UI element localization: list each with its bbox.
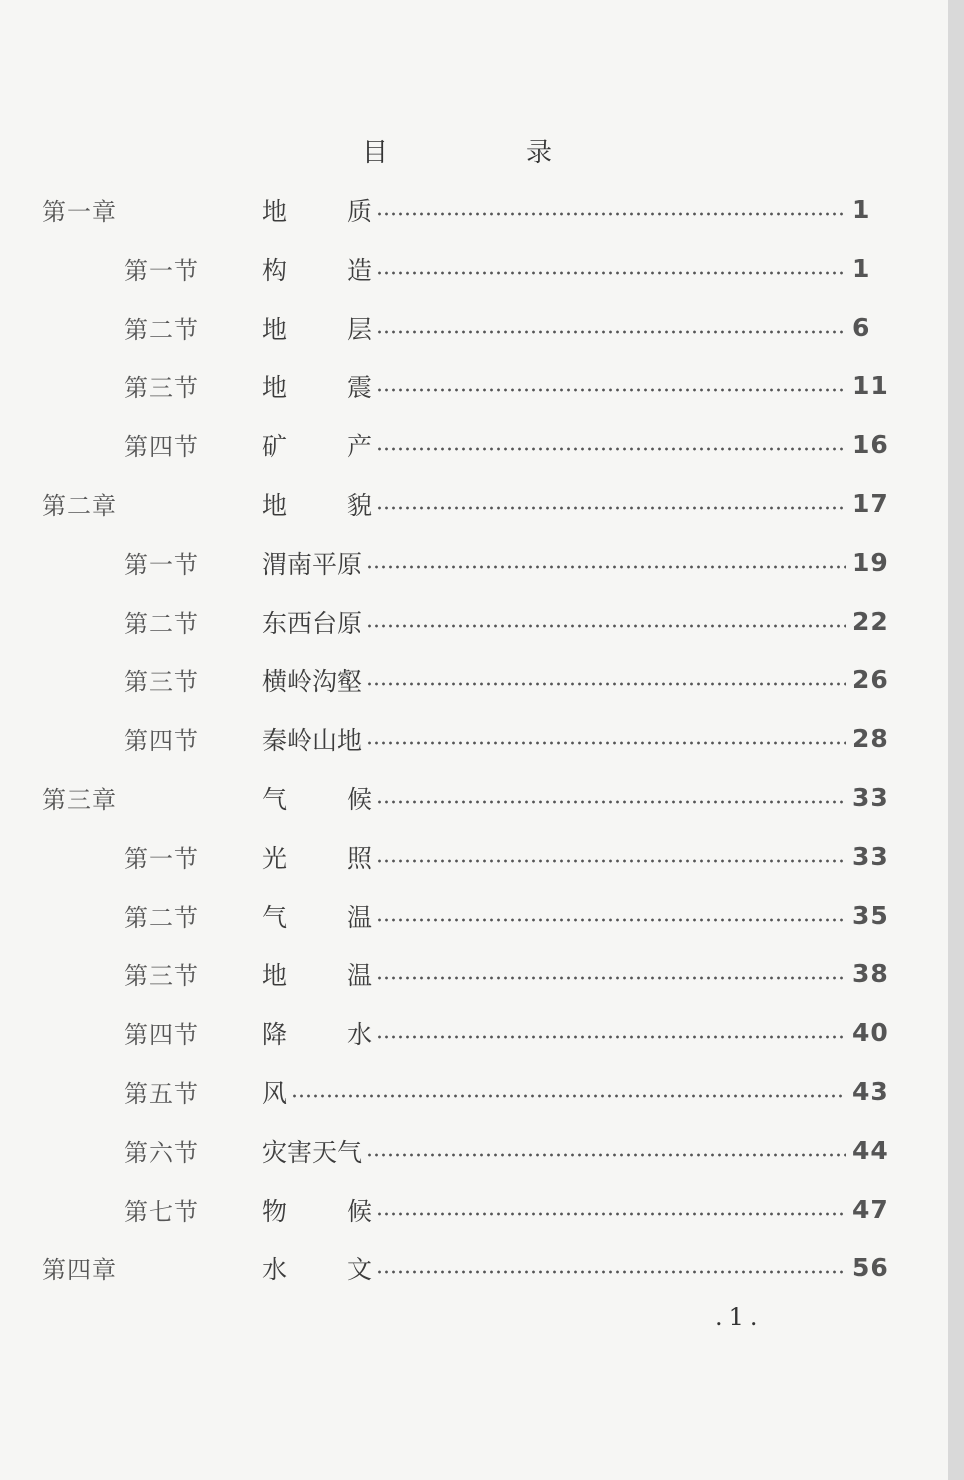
toc-topic-text: 照 <box>346 844 372 873</box>
dot-leader <box>366 682 846 686</box>
toc-topic <box>262 427 372 463</box>
toc-section-row <box>0 1064 964 1122</box>
toc-entry <box>262 778 852 818</box>
toc-topic-text: 文 <box>346 1255 372 1284</box>
toc-page-number: 38 <box>852 959 889 988</box>
toc-topic-text: 候 <box>346 785 372 814</box>
toc-section-label: 第一节 <box>124 257 199 285</box>
toc-topic-text: 温 <box>346 961 372 990</box>
page-number-footer: .1. <box>715 1303 764 1331</box>
toc-chapter-row <box>0 182 964 240</box>
toc-section-label: 第一章 <box>42 198 117 226</box>
toc-entry <box>262 896 852 936</box>
toc-section-row <box>0 1182 964 1240</box>
toc-section-label: 第二章 <box>42 492 117 520</box>
toc-topic-text: 地 <box>262 491 288 520</box>
dot-leader <box>376 447 846 451</box>
dot-leader <box>376 1212 846 1216</box>
title-char-right: 录 <box>526 138 555 168</box>
toc-topic-text: 气 <box>262 785 288 814</box>
toc-topic-text: 地 <box>262 961 288 990</box>
toc-chapter-row <box>0 770 964 828</box>
toc-page-number: 22 <box>852 607 889 636</box>
toc-section-label: 第二节 <box>124 904 199 932</box>
toc-section-label: 第二节 <box>124 316 199 344</box>
toc-section-row <box>0 946 964 1004</box>
toc-topic-text: 灾害天气 <box>262 1138 363 1167</box>
toc-topic-text: 东西台原 <box>262 609 363 638</box>
toc-entry <box>262 190 852 230</box>
dot-leader <box>376 976 846 980</box>
toc-entry <box>262 543 852 583</box>
toc-section-row <box>0 358 964 416</box>
toc-section-label: 第四章 <box>42 1256 117 1284</box>
toc-page-number: 43 <box>852 1077 889 1106</box>
toc-entry <box>262 954 852 994</box>
toc-entry <box>262 1248 852 1288</box>
dot-leader <box>366 1153 846 1157</box>
dot-leader <box>376 918 846 922</box>
toc-topic <box>262 956 372 992</box>
toc-topic-text: 产 <box>346 432 372 461</box>
toc-section-row <box>0 1123 964 1181</box>
dot-leader <box>366 624 846 628</box>
toc-entry <box>262 837 852 877</box>
toc-section-row <box>0 241 964 299</box>
toc-page-number: 33 <box>852 783 889 812</box>
toc-topic-text: 渭南平原 <box>262 550 363 579</box>
dot-leader <box>376 859 846 863</box>
dot-leader <box>376 212 846 216</box>
toc-section-row <box>0 829 964 887</box>
toc-topic-text: 层 <box>346 315 372 344</box>
toc-section-label: 第三节 <box>124 962 199 990</box>
toc-topic <box>262 251 372 287</box>
toc-topic <box>262 780 372 816</box>
toc-page-number: 28 <box>852 724 889 753</box>
toc-topic-text: 光 <box>262 844 288 873</box>
toc-topic-text: 温 <box>346 903 372 932</box>
dot-leader <box>376 388 846 392</box>
toc-topic-text: 构 <box>262 256 288 285</box>
toc-section-row <box>0 417 964 475</box>
toc-section-label: 第二节 <box>124 610 199 638</box>
toc-topic-text: 造 <box>346 256 372 285</box>
toc-section-row <box>0 594 964 652</box>
toc-section-label: 第四节 <box>124 433 199 461</box>
toc-entry <box>262 660 852 700</box>
toc-page-number: 56 <box>852 1253 889 1282</box>
toc-entry <box>262 1072 852 1112</box>
title-char-left: 目 <box>362 138 391 168</box>
toc-entry <box>262 249 852 289</box>
toc-topic-text: 水 <box>346 1020 372 1049</box>
toc-topic <box>262 839 372 875</box>
toc-page-number: 35 <box>852 901 889 930</box>
toc-page-number: 11 <box>852 371 889 400</box>
toc-topic <box>262 1074 287 1110</box>
toc-entry <box>262 1131 852 1171</box>
toc-page-number: 16 <box>852 430 889 459</box>
toc-entry <box>262 1190 852 1230</box>
page-title <box>0 132 964 172</box>
toc-section-label: 第四节 <box>124 727 199 755</box>
toc-topic-text: 降 <box>262 1020 288 1049</box>
toc-page-number: 1 <box>852 254 871 283</box>
dot-leader <box>291 1094 846 1098</box>
dot-leader <box>376 1035 846 1039</box>
toc-topic-text: 震 <box>346 373 372 402</box>
toc-section-label: 第四节 <box>124 1021 199 1049</box>
toc-section-label: 第六节 <box>124 1139 199 1167</box>
toc-section-row <box>0 1005 964 1063</box>
dot-leader <box>376 800 846 804</box>
toc-page-number: 44 <box>852 1136 889 1165</box>
toc-section-label: 第三节 <box>124 668 199 696</box>
toc-section-label: 第三章 <box>42 786 117 814</box>
toc-section-label: 第五节 <box>124 1080 199 1108</box>
toc-section-row <box>0 535 964 593</box>
toc-page-number: 17 <box>852 489 889 518</box>
toc-page-number: 6 <box>852 313 871 342</box>
toc-topic <box>262 1192 372 1228</box>
toc-topic-text: 地 <box>262 315 288 344</box>
toc-topic <box>262 545 362 581</box>
toc-topic-text: 矿 <box>262 432 288 461</box>
toc-topic <box>262 192 372 228</box>
toc-page-number: 19 <box>852 548 889 577</box>
toc-topic <box>262 310 372 346</box>
toc-topic-text: 物 <box>262 1197 288 1226</box>
toc-topic-text: 横岭沟壑 <box>262 667 363 696</box>
toc-page-number: 47 <box>852 1195 889 1224</box>
toc-section-row <box>0 711 964 769</box>
toc-entry <box>262 366 852 406</box>
toc-topic <box>262 721 362 757</box>
toc-section-row <box>0 888 964 946</box>
toc-topic-text: 质 <box>346 197 372 226</box>
dot-leader <box>366 565 846 569</box>
toc-topic <box>262 1015 372 1051</box>
toc-topic <box>262 604 362 640</box>
toc-topic <box>262 662 362 698</box>
toc-section-label: 第七节 <box>124 1198 199 1226</box>
toc-page-number: 26 <box>852 665 889 694</box>
toc-topic-text: 水 <box>262 1255 288 1284</box>
toc-section-row <box>0 652 964 710</box>
toc-topic-text: 风 <box>262 1079 288 1108</box>
toc-topic <box>262 486 372 522</box>
toc-topic-text: 地 <box>262 197 288 226</box>
toc-topic-text: 地 <box>262 373 288 402</box>
toc-topic <box>262 1250 372 1286</box>
toc-topic <box>262 368 372 404</box>
toc-topic <box>262 898 372 934</box>
toc-entry <box>262 1013 852 1053</box>
toc-topic-text: 秦岭山地 <box>262 726 363 755</box>
dot-leader <box>376 330 846 334</box>
toc-section-row <box>0 300 964 358</box>
toc-entry <box>262 308 852 348</box>
toc-entry <box>262 602 852 642</box>
toc-topic-text: 气 <box>262 903 288 932</box>
toc-topic-text: 貌 <box>346 491 372 520</box>
toc-page-number: 33 <box>852 842 889 871</box>
toc-section-label: 第三节 <box>124 374 199 402</box>
dot-leader <box>376 506 846 510</box>
dot-leader <box>376 271 846 275</box>
toc-topic <box>262 1133 362 1169</box>
dot-leader <box>376 1270 846 1274</box>
toc-chapter-row <box>0 1240 964 1298</box>
toc-topic-text: 候 <box>346 1197 372 1226</box>
toc-entry <box>262 484 852 524</box>
toc-page-number: 40 <box>852 1018 889 1047</box>
toc-entry <box>262 719 852 759</box>
toc-page-number: 1 <box>852 195 871 224</box>
dot-leader <box>366 741 846 745</box>
toc-chapter-row <box>0 476 964 534</box>
toc-entry <box>262 425 852 465</box>
toc-section-label: 第一节 <box>124 845 199 873</box>
toc-section-label: 第一节 <box>124 551 199 579</box>
